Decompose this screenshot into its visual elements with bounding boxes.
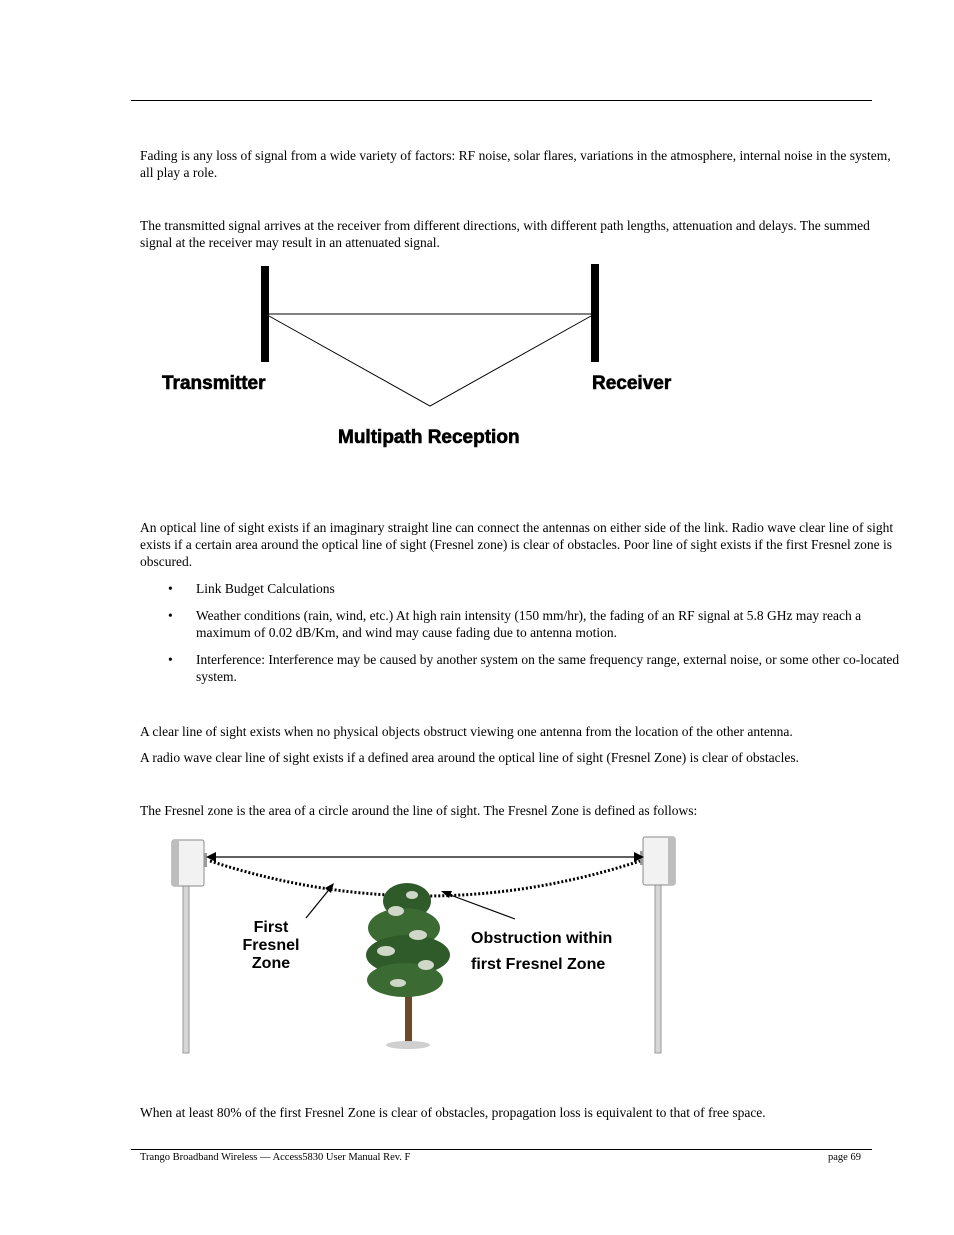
list-item-text: Link Budget Calculations bbox=[196, 581, 335, 596]
receiver-label: Receiver bbox=[592, 373, 672, 394]
list-item-text: Weather conditions (rain, wind, etc.) At high rain intensity (150 mm/hr), the fading of an RF signal at 5.8 GHz may reach a maximum of 0.02 dB/Km, and wind may cause fading due to antenna motion. bbox=[196, 608, 862, 640]
tree-icon bbox=[366, 883, 450, 1049]
bullet-icon: • bbox=[168, 608, 173, 623]
fresnel-zone-label-line2: Fresnel bbox=[242, 937, 300, 954]
list-item bbox=[140, 607, 905, 641]
bullet-icon: • bbox=[168, 581, 173, 596]
obstruction-label-line1: Obstruction within bbox=[471, 930, 613, 947]
paragraph-line-of-sight: An optical line of sight exists if an imaginary straight line can connect the antennas on either side of the link. Radio wave clear line of sight exists if a certain area around the optical line of sight (Fresnel zone) is clear of obstacles. Poor line of sight exists if the first Fresnel zone is obscured. bbox=[140, 520, 894, 569]
page-number: page 69 bbox=[828, 1152, 861, 1163]
transmitter-mast bbox=[261, 266, 269, 362]
transmitter-label: Transmitter bbox=[162, 373, 266, 394]
paragraph-clear-los: A clear line of sight exists when no physical objects obstruct viewing one antenna from the location of the other antenna. bbox=[140, 724, 793, 739]
footer-rule bbox=[131, 1149, 872, 1150]
list-item bbox=[140, 580, 905, 597]
obstruction-pointer bbox=[445, 893, 515, 919]
fresnel-zone-diagram bbox=[160, 833, 690, 1058]
footer-title: Trango Broadband Wireless — Access5830 User Manual Rev. F bbox=[140, 1152, 411, 1163]
paragraph-multipath: The transmitted signal arrives at the receiver from different directions, with different path lengths, attenuation and delays. The summed signal at the receiver may result in an attenuated signal. bbox=[140, 218, 870, 250]
list-item bbox=[140, 651, 905, 685]
left-antenna-icon bbox=[172, 840, 207, 1053]
bullet-icon: • bbox=[168, 652, 173, 667]
fresnel-zone-label-line1: First bbox=[253, 919, 289, 936]
paragraph-fading: Fading is any loss of signal from a wide variety of factors: RF noise, solar flares, variations in the atmosphere, internal noise in the system, all play a role. bbox=[140, 148, 891, 180]
list-item-text: Interference: Interference may be caused by another system on the same frequency range, external noise, or some other co-located system. bbox=[196, 652, 900, 684]
paragraph-radio-clear-los: A radio wave clear line of sight exists if a defined area around the optical line of sight (Fresnel Zone) is clear of obstacles. bbox=[140, 750, 800, 765]
fresnel-pointer-arrow-icon bbox=[325, 883, 334, 893]
right-antenna-icon bbox=[640, 837, 675, 1053]
paragraph-free-space: When at least 80% of the first Fresnel Zone is clear of obstacles, propagation loss is equivalent to that of free space. bbox=[140, 1105, 766, 1120]
obstruction-label-line2: first Fresnel Zone bbox=[471, 956, 606, 973]
header-rule bbox=[131, 100, 872, 101]
reflected-path bbox=[269, 316, 591, 406]
paragraph-fresnel-definition: The Fresnel zone is the area of a circle around the line of sight. The Fresnel Zone is defined as follows: bbox=[140, 803, 698, 818]
receiver-mast bbox=[591, 264, 599, 362]
fresnel-zone-pointer bbox=[306, 886, 332, 918]
multipath-diagram bbox=[150, 258, 710, 458]
fresnel-zone-label-line3: Zone bbox=[251, 955, 291, 972]
multipath-caption: Multipath Reception bbox=[338, 427, 520, 448]
factor-list bbox=[140, 580, 905, 695]
